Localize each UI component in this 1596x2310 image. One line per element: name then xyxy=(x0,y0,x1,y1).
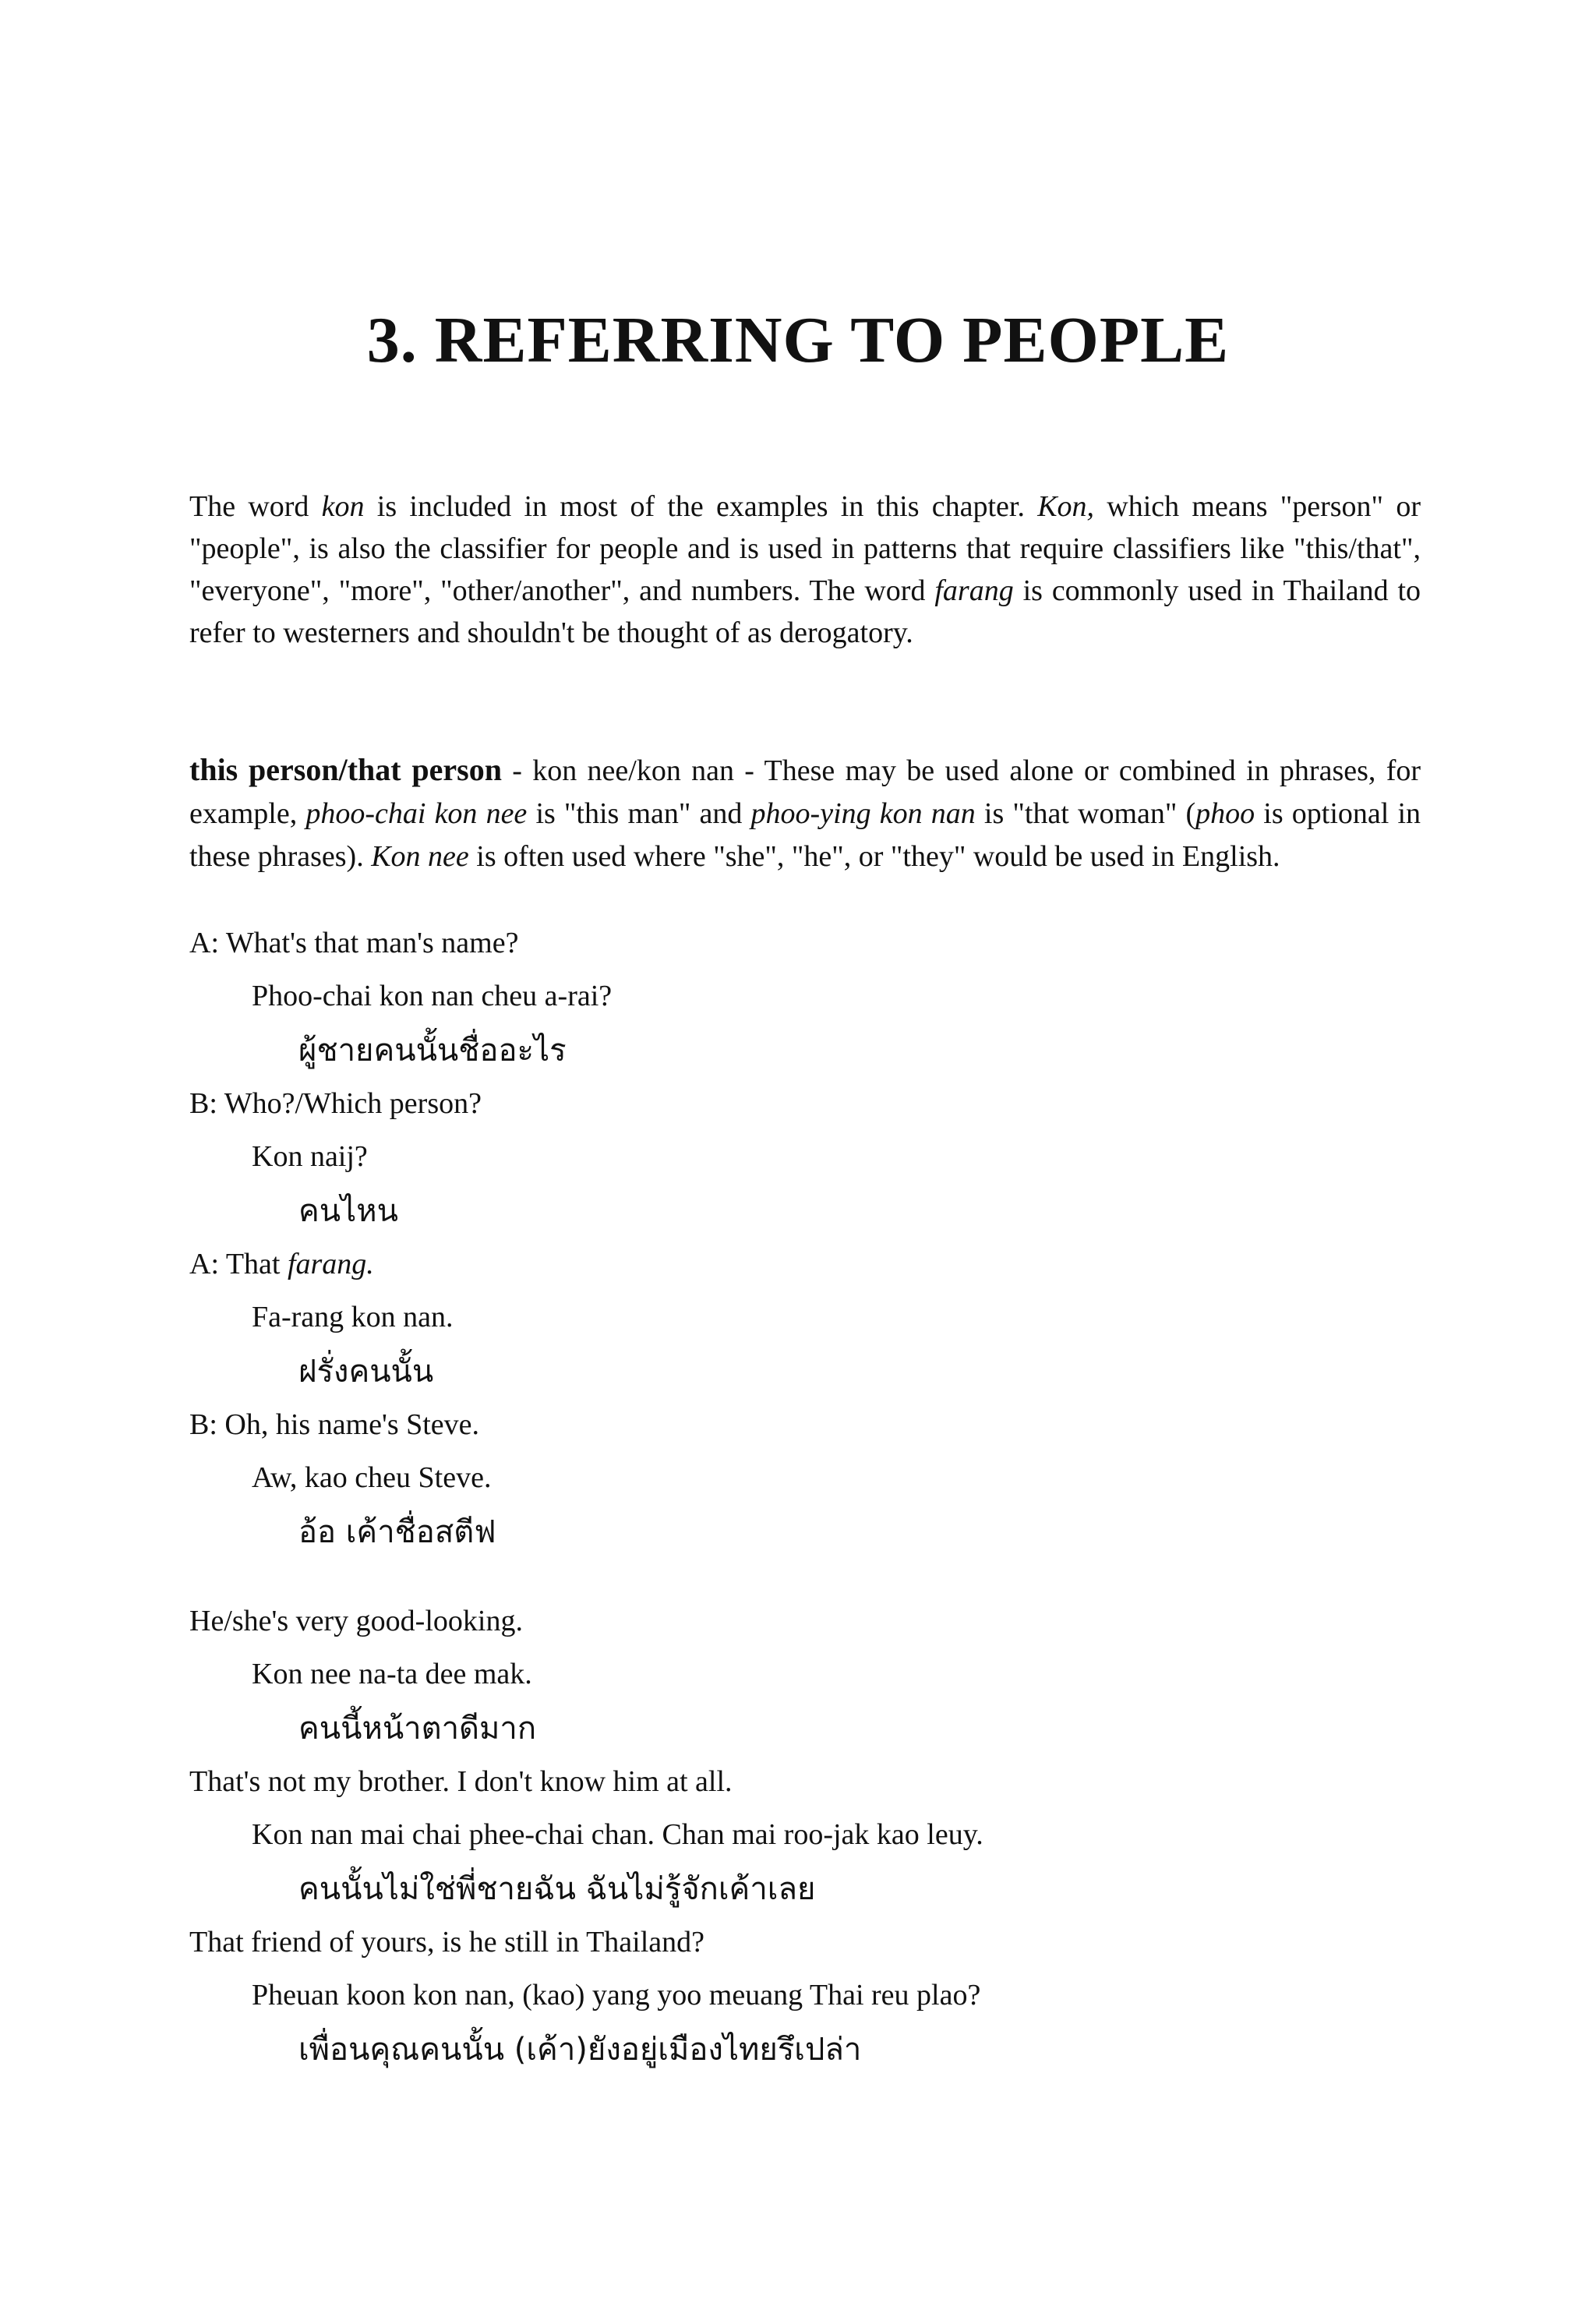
intro-term-farang: farang xyxy=(934,574,1014,607)
example-english: B: Who?/Which person? xyxy=(189,1087,482,1120)
intro-term-kon-capital: Kon, xyxy=(1037,490,1095,523)
section-heading: this person/that person xyxy=(189,752,502,787)
example-english xyxy=(189,1247,374,1281)
section-text: is optional in these phrases). xyxy=(189,797,1421,873)
example-romanized: Pheuan koon kon nan, (kao) yang yoo meuang Thai reu plao? xyxy=(252,1979,981,2012)
example-romanized: Kon nan mai chai phee-chai chan. Chan mai roo-jak kao leuy. xyxy=(252,1818,983,1851)
section-text: is often used where "she", "he", or "they" would be used in English. xyxy=(468,840,1280,873)
example-english-prefix: A: That xyxy=(189,1248,288,1280)
section-text: - kon nee/kon nan - These may be used alone or combined in phrases, for example, xyxy=(189,754,1421,830)
example-thai: ผู้ชายคนนั้นชื่ออะไร xyxy=(298,1033,567,1068)
example-thai: คนไหน xyxy=(298,1193,398,1229)
example-english: B: Oh, his name's Steve. xyxy=(189,1408,480,1441)
example-english: A: What's that man's name? xyxy=(189,927,519,959)
intro-paragraph xyxy=(189,486,1421,654)
section-term: phoo-chai kon nee xyxy=(305,797,528,830)
section-term: phoo-ying kon nan xyxy=(750,797,976,830)
example-romanized: Kon naij? xyxy=(252,1140,368,1173)
example-thai: คนนี้หน้าตาดีมาก xyxy=(298,1711,537,1747)
intro-text: The word xyxy=(189,490,322,523)
example-thai: อ้อ เค้าชื่อสตีฟ xyxy=(298,1514,496,1550)
chapter-title: 3. REFERRING TO PEOPLE xyxy=(366,304,1230,376)
intro-text: is included in most of the examples in this chapter. xyxy=(364,490,1038,523)
example-romanized: Phoo-chai kon nan cheu a-rai? xyxy=(252,980,613,1012)
example-romanized: Kon nee na-ta dee mak. xyxy=(252,1658,532,1690)
example-thai: คนนั้นไม่ใช่พี่ชายฉัน ฉันไม่รู้จักเค้าเลย xyxy=(298,1871,816,1907)
intro-text: which means "person" or "people", is also the classifier for people and is used in patterns that require classifiers like "this/that", "everyone", "more", "other/another", and numbers. The word xyxy=(189,490,1421,607)
section-text: is "this man" and xyxy=(527,797,751,830)
section-term: Kon nee xyxy=(371,840,469,873)
example-romanized: Aw, kao cheu Steve. xyxy=(252,1461,492,1494)
example-english: That's not my brother. I don't know him at all. xyxy=(189,1765,733,1798)
intro-term-kon: kon xyxy=(321,490,365,523)
example-english: He/she's very good-looking. xyxy=(189,1605,523,1637)
example-romanized: Fa-rang kon nan. xyxy=(252,1301,454,1333)
section-text: is "that woman" ( xyxy=(975,797,1196,830)
section-paragraph xyxy=(189,748,1421,878)
example-english: That friend of yours, is he still in Thailand? xyxy=(189,1926,704,1959)
example-thai: เพื่อนคุณคนนั้น (เค้า)ยังอยู่เมืองไทยรึเปล่า xyxy=(298,2032,862,2068)
section-term: phoo xyxy=(1195,797,1255,830)
intro-text: is commonly used in Thailand to refer to westerners and shouldn't be thought of as derogatory. xyxy=(189,574,1421,649)
example-english-term: farang. xyxy=(287,1248,374,1280)
example-thai: ฝรั่งคนนั้น xyxy=(298,1354,434,1390)
